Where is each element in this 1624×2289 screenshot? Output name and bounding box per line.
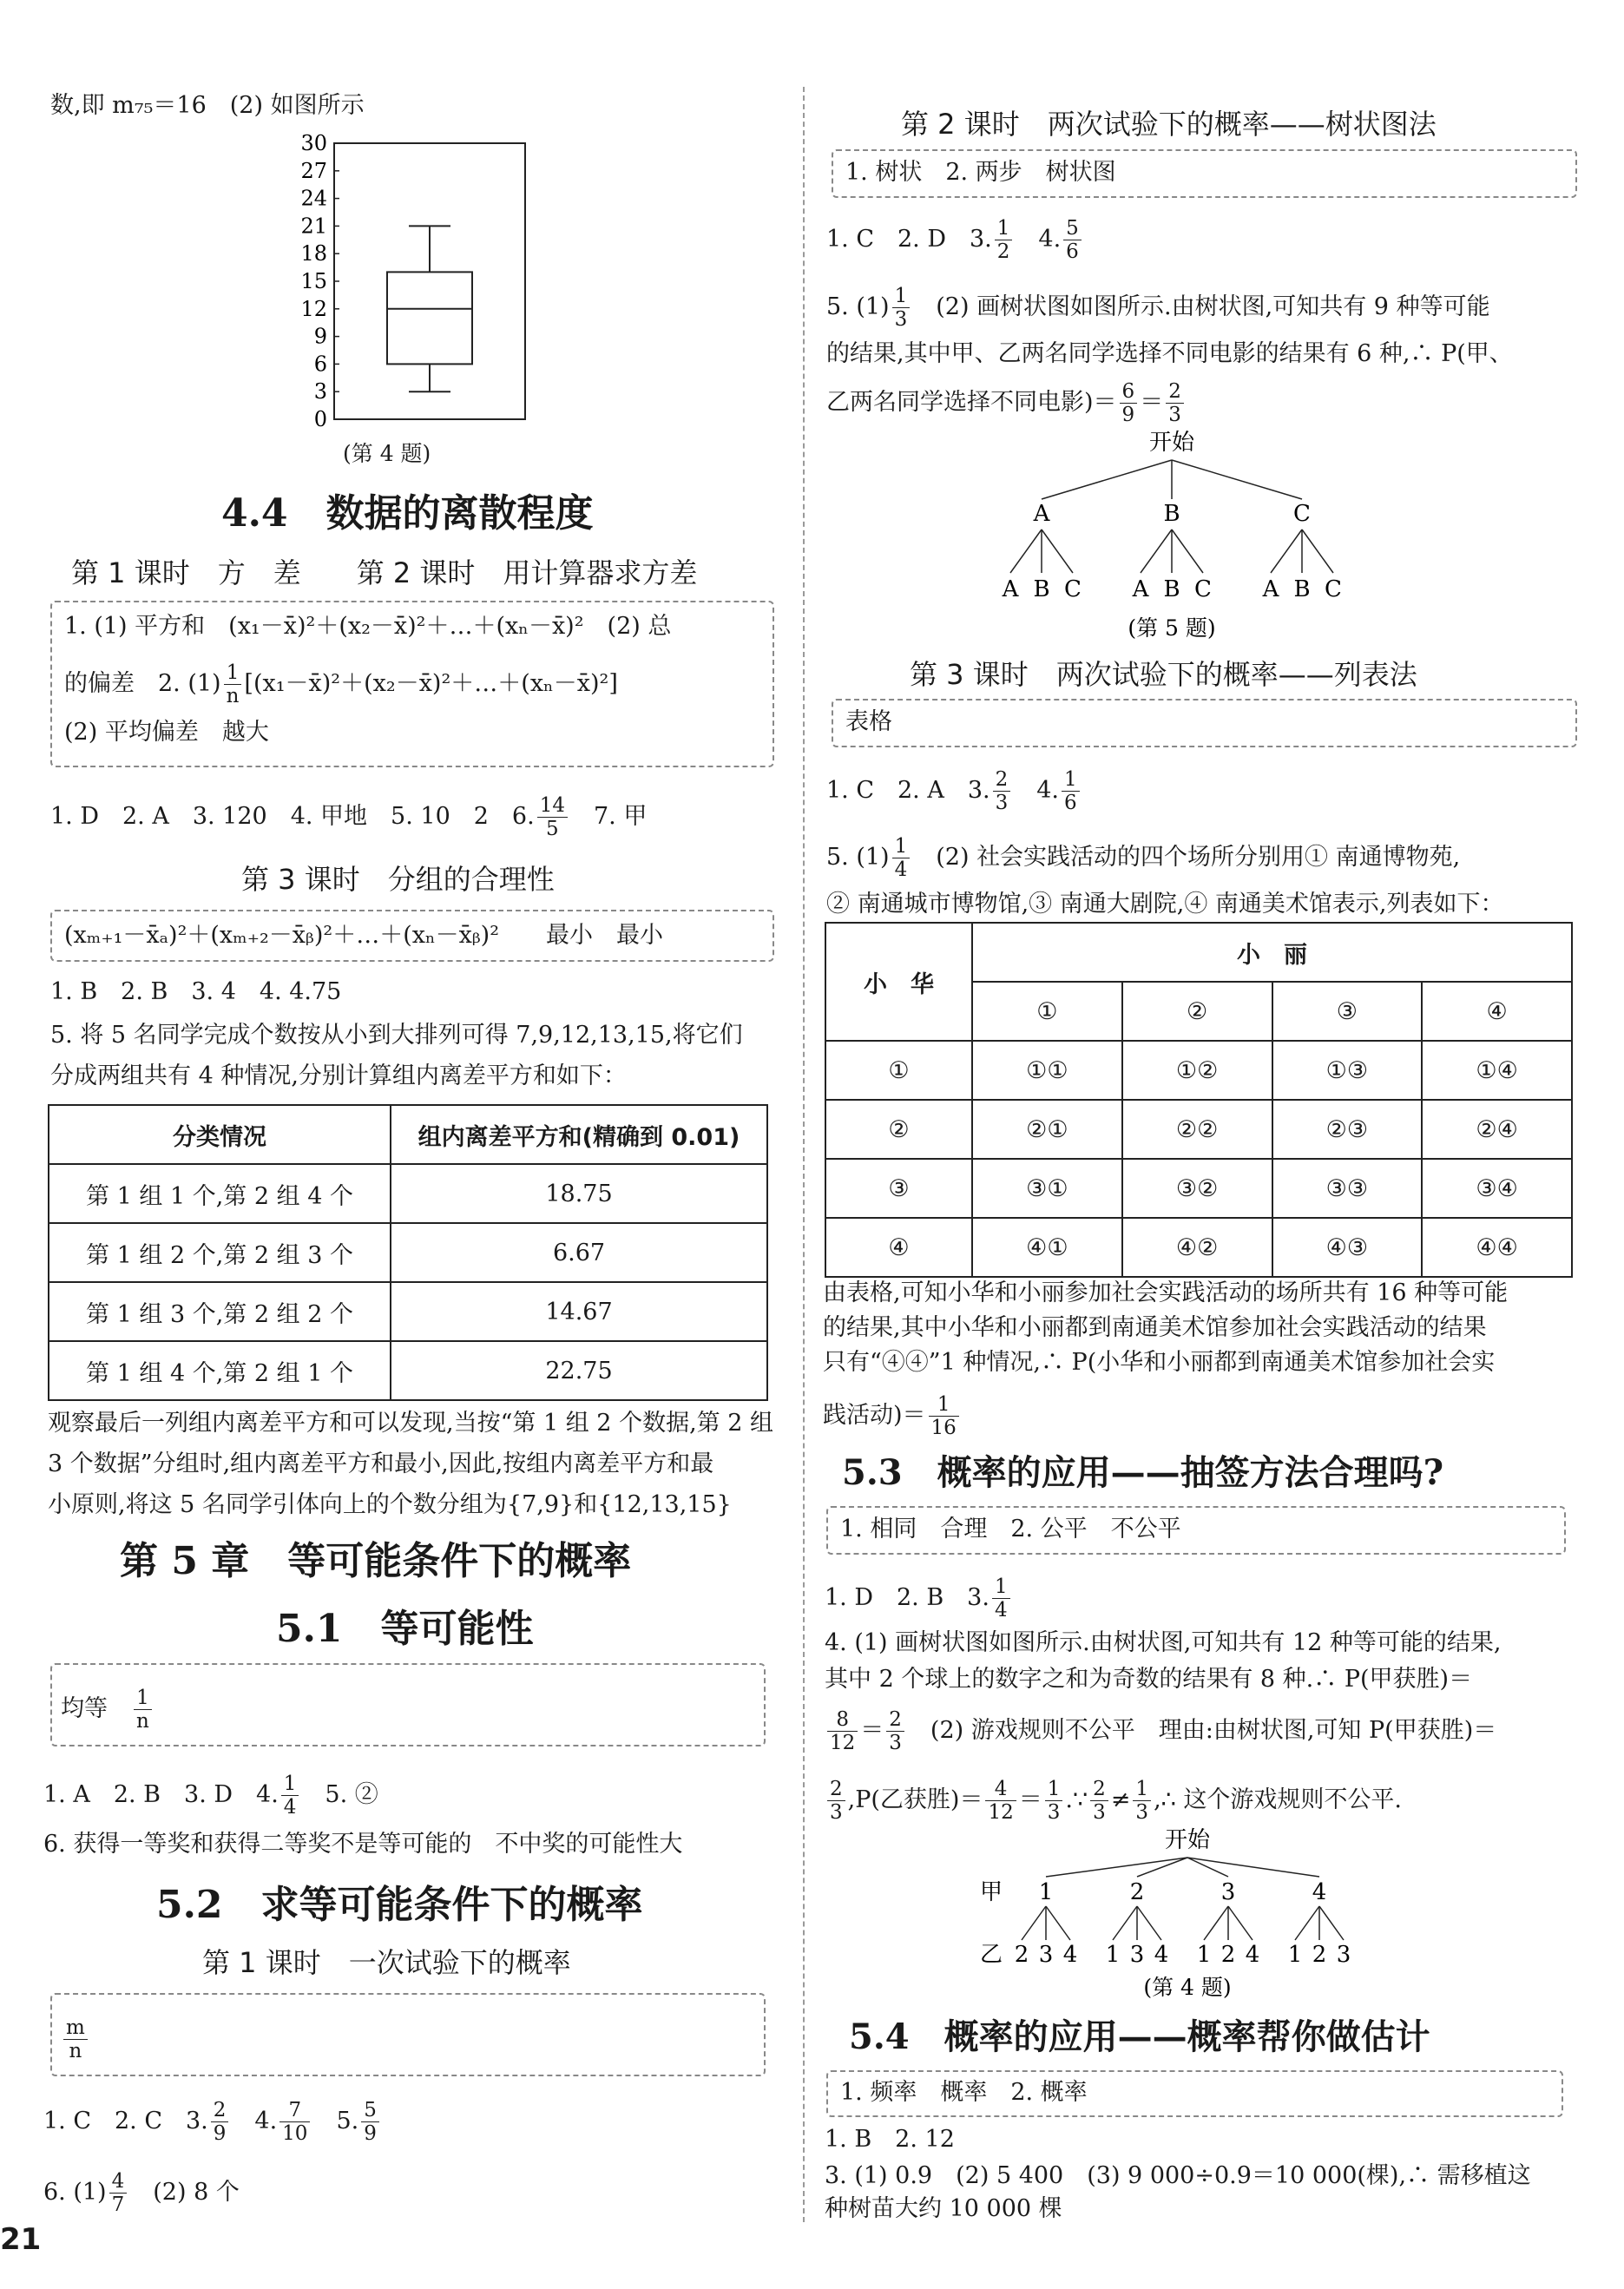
- lesson-5-2-1-title: 第 1 课时 一次试验下的概率: [202, 1946, 571, 1979]
- tree2-leaf: 2: [1220, 1942, 1236, 1968]
- tree2-branch: [1319, 1906, 1344, 1940]
- answer-box-1: [50, 601, 774, 767]
- r-q5b-line2: ② 南通城市博物馆,③ 南通大剧院,④ 南通美术馆表示,列表如下：: [826, 891, 1504, 918]
- tree-diagram-1: [1002, 425, 1342, 647]
- answers-row-2: 1. B 2. B 3. 4 4. 4.75: [50, 978, 342, 1005]
- table2-cell: ③: [825, 1159, 972, 1218]
- table2-cell: ①: [825, 1041, 972, 1100]
- answer-box-5: [832, 149, 1577, 198]
- section-5-2-title: 5.2 求等可能条件下的概率: [156, 1883, 643, 1927]
- tree1-leaf: A: [1002, 576, 1019, 602]
- tree1-leaf: A: [1132, 576, 1149, 602]
- table2-cell: ③②: [1122, 1159, 1272, 1218]
- box6-text: 表格: [845, 708, 892, 735]
- y-tick-label: 15: [300, 269, 327, 293]
- tree2-branch: [1046, 1906, 1070, 1940]
- table2-cell: ①③: [1272, 1041, 1423, 1100]
- tree2-leaf: 1: [1287, 1942, 1303, 1968]
- tree2-leaf: 4: [1062, 1942, 1078, 1968]
- answer-box-4: [50, 1993, 766, 2076]
- answer-box-2: [50, 910, 774, 962]
- venue-table: [825, 922, 1573, 1278]
- r-answers-row-3: 1. D 2. B 3. $\frac{1}{4}$: [825, 1575, 1013, 1621]
- tree2-level1-node: 1: [1038, 1879, 1054, 1905]
- tree1-branch: [1042, 460, 1172, 499]
- box1-line1: 1. (1) 平方和 (x₁－x̄)²＋(x₂－x̄)²＋…＋(xₙ－x̄)² (2) 总: [64, 613, 672, 640]
- tree1-leaf: C: [1064, 576, 1082, 602]
- table2-cell: ④②: [1122, 1218, 1272, 1277]
- answers-row-1: 1. D 2. A 3. 120 4. 甲地 5. 10 2 6. $\frac{14}{5}$ 7. 甲: [50, 794, 648, 840]
- tree1-level1-node: B: [1163, 501, 1180, 527]
- tree2-leaf: 2: [1014, 1942, 1029, 1968]
- r-answers-row-1: 1. C 2. D 3. $\frac{1}{2}$ 4. $\frac{5}{6}$: [826, 217, 1084, 263]
- tree2-leaf: 1: [1105, 1942, 1121, 1968]
- tree2-leaf: 2: [1312, 1942, 1327, 1968]
- r-q3-line1: 3. (1) 0.9 (2) 5 400 (3) 9 000÷0.9＝10 000(棵),∴ 需移植这: [825, 2162, 1531, 2189]
- tree2-leaf: 4: [1245, 1942, 1260, 1968]
- lesson-3-table-title: 第 3 课时 两次试验下的概率——列表法: [910, 658, 1417, 691]
- lesson-2-tree-title: 第 2 课时 两次试验下的概率——树状图法: [901, 108, 1437, 141]
- tree1-branch: [1042, 529, 1073, 573]
- tree1-level1-node: C: [1293, 501, 1311, 527]
- y-tick-label: 12: [300, 296, 327, 321]
- table1-cell: 6.67: [391, 1223, 767, 1282]
- tree2-branch: [1022, 1906, 1046, 1940]
- r-conclusion-line1: 由表格,可知小华和小丽参加社会实践活动的场所共有 16 种等可能: [823, 1279, 1509, 1306]
- table2-cell: ③④: [1422, 1159, 1572, 1218]
- tree2-branch: [1113, 1906, 1137, 1940]
- answers-row-3: 1. A 2. B 3. D 4. $\frac{1}{4}$ 5. ②: [43, 1773, 378, 1819]
- tree1-caption: (第 5 题): [1128, 615, 1216, 641]
- observation-line2: 3 个数据”分组时,组内离差平方和最小,因此,按组内离差平方和最: [48, 1450, 714, 1477]
- box1-line3: (2) 平均偏差 越大: [64, 719, 269, 746]
- tree2-leaf: 3: [1038, 1942, 1054, 1968]
- tree2-branch: [1228, 1906, 1253, 1940]
- tree1-branch: [1141, 529, 1172, 573]
- answer-box-7: [826, 1506, 1566, 1555]
- box4-content: $\frac{m}{n}$: [61, 2016, 90, 2062]
- table2-cell: ②④: [1422, 1100, 1572, 1159]
- box7-text: 1. 相同 合理 2. 公平 不公平: [840, 1516, 1181, 1542]
- tree1-leaf: C: [1194, 576, 1212, 602]
- tree2-branch: [1046, 1858, 1187, 1877]
- answer-box-6: [832, 699, 1577, 747]
- table1-header-0: 分类情况: [49, 1105, 391, 1164]
- boxplot-caption: (第 4 题): [343, 441, 431, 466]
- tree2-branch: [1204, 1906, 1228, 1940]
- tree1-leaf: A: [1262, 576, 1279, 602]
- tree2-branch: [1137, 1906, 1161, 1940]
- column-divider: [803, 87, 805, 2222]
- table2-cell: ③③: [1272, 1159, 1423, 1218]
- section-5-3-title: 5.3 概率的应用——抽签方法合理吗?: [842, 1452, 1444, 1493]
- table1-header-1: 组内离差平方和(精确到 0.01): [391, 1105, 767, 1164]
- r-conclusion-line4: 践活动)＝ $\frac{1}{16}$: [823, 1393, 962, 1439]
- table1-cell: 第 1 组 1 个,第 2 组 4 个: [49, 1164, 391, 1223]
- box-plot: [286, 131, 538, 431]
- box8-text: 1. 频率 概率 2. 概率: [840, 2079, 1088, 2106]
- table2-cell: ④④: [1422, 1218, 1572, 1277]
- table2-col: ②: [1122, 982, 1272, 1041]
- tree1-leaf: B: [1293, 576, 1311, 602]
- tree2-leaf: 4: [1154, 1942, 1169, 1968]
- table2-cell: ①①: [972, 1041, 1122, 1100]
- table2-cell: ④①: [972, 1218, 1122, 1277]
- tree2-level1-node: 3: [1220, 1879, 1236, 1905]
- tree2-branch: [1295, 1906, 1319, 1940]
- y-tick-label: 30: [300, 131, 327, 155]
- y-tick-label: 9: [313, 324, 327, 349]
- r-q5-line1: 5. (1) $\frac{1}{3}$ (2) 画树状图如图所示.由树状图,可知共有 9 种等可能: [826, 285, 1490, 331]
- table2-row-header: 小 华: [825, 923, 972, 1041]
- tree1-branch: [1271, 529, 1302, 573]
- tree2-level1-node: 2: [1129, 1879, 1145, 1905]
- tree1-branch: [1302, 529, 1333, 573]
- observation-line3: 小原则,将这 5 名同学引体向上的个数分组为{7,9}和{12,13,15}: [48, 1491, 732, 1518]
- table1-cell: 22.75: [391, 1341, 767, 1400]
- y-tick-label: 6: [313, 352, 327, 377]
- r-q5-line2: 的结果,其中甲、乙两名同学选择不同电影的结果有 6 种,∴ P(甲、: [826, 340, 1513, 367]
- tree1-root: 开始: [1148, 430, 1195, 456]
- r-q3-line2: 种树苗大约 10 000 棵: [825, 2195, 1062, 2222]
- tree1-branch: [1010, 529, 1042, 573]
- table1-cell: 18.75: [391, 1164, 767, 1223]
- y-tick-label: 0: [313, 407, 327, 431]
- table1-cell: 第 1 组 2 个,第 2 组 3 个: [49, 1223, 391, 1282]
- table1-cell: 第 1 组 3 个,第 2 组 2 个: [49, 1282, 391, 1341]
- table2-cell: ④③: [1272, 1218, 1423, 1277]
- r-q5b-line1: 5. (1) $\frac{1}{4}$ (2) 社会实践活动的四个场所分别用① 南通博物苑,: [826, 835, 1461, 881]
- tree1-level1-node: A: [1033, 501, 1050, 527]
- section-4-4-title: 4.4 数据的离散程度: [221, 491, 594, 536]
- r-q5-line3: 乙两名同学选择不同电影)＝ $\frac{6}{9}$ ＝ $\frac{2}{3}$: [826, 380, 1187, 426]
- section-5-1-title: 5.1 等可能性: [276, 1607, 534, 1651]
- intro-text: 数,即 m₇₅＝16 (2) 如图所示: [50, 92, 365, 119]
- tree-diagram-2: [981, 1823, 1380, 2009]
- table2-col: ①: [972, 982, 1122, 1041]
- tree2-label-yi: 乙: [979, 1942, 1003, 1968]
- table2-col: ④: [1422, 982, 1572, 1041]
- tree2-label-jia: 甲: [979, 1879, 1003, 1905]
- box1-line2: 的偏差 2. (1) $\frac{1}{n}$ [(x₁－x̄)²＋(x₂－x̄)²＋…＋(xₙ－x̄)²]: [64, 661, 618, 707]
- section-5-4-title: 5.4 概率的应用——概率帮你做估计: [849, 2016, 1430, 2057]
- table2-cell: ①④: [1422, 1041, 1572, 1100]
- tree2-leaf: 3: [1336, 1942, 1351, 1968]
- r-conclusion-line3: 只有“④④”1 种情况,∴ P(小华和小丽都到南通美术馆参加社会实: [823, 1349, 1496, 1376]
- tree1-leaf: C: [1325, 576, 1342, 602]
- q5-line2: 分成两组共有 4 种情况,分别计算组内离差平方和如下：: [50, 1062, 627, 1089]
- table2-cell: ③①: [972, 1159, 1122, 1218]
- r-conclusion-line2: 的结果,其中小华和小丽都到南通美术馆参加社会实践活动的结果: [823, 1314, 1487, 1341]
- y-tick-label: 27: [300, 158, 327, 183]
- r-q4-line2: 其中 2 个球上的数字之和为奇数的结果有 8 种.∴ P(甲获胜)＝: [825, 1666, 1473, 1693]
- table2-cell: ②③: [1272, 1100, 1423, 1159]
- table2-cell: ②②: [1122, 1100, 1272, 1159]
- answer-box-3: [50, 1663, 766, 1746]
- tree1-branch: [1172, 529, 1203, 573]
- variance-table: [48, 1104, 768, 1401]
- r-answers-row-2: 1. C 2. A 3. $\frac{2}{3}$ 4. $\frac{1}{6}$: [826, 768, 1082, 814]
- box2-text: (xₘ₊₁－x̄ₐ)²＋(xₘ₊₂－x̄ᵦ)²＋…＋(xₙ－x̄ᵦ)² 最小 最小: [64, 922, 664, 949]
- r-answers-row-4: 1. B 2. 12: [825, 2126, 955, 2153]
- y-tick-label: 24: [300, 186, 327, 211]
- table2-col: ③: [1272, 982, 1423, 1041]
- iqr-box: [387, 272, 472, 364]
- answers-row-4: 1. C 2. C 3. $\frac{2}{9}$ 4. $\frac{7}{10}$ 5. $\frac{5}{9}$: [43, 2099, 382, 2145]
- r-q4-line3: $\frac{8}{12}$ ＝ $\frac{2}{3}$ (2) 游戏规则不公平 理由:由树状图,可知 P(甲获胜)＝: [825, 1708, 1496, 1754]
- table2-cell: ②: [825, 1100, 972, 1159]
- q5-line1: 5. 将 5 名同学完成个数按从小到大排列可得 7,9,12,13,15,将它们: [50, 1022, 743, 1049]
- page-number: 21: [0, 2222, 42, 2257]
- y-tick-label: 3: [313, 379, 327, 405]
- observation-line1: 观察最后一列组内离差平方和可以发现,当按“第 1 组 2 个数据,第 2 组: [48, 1410, 773, 1437]
- tree2-leaf: 1: [1196, 1942, 1212, 1968]
- y-tick-label: 18: [300, 241, 327, 266]
- box3-content: 均等 $\frac{1}{n}$: [61, 1687, 155, 1733]
- lesson-3-title: 第 3 课时 分组的合理性: [241, 863, 555, 896]
- tree1-leaf: B: [1163, 576, 1180, 602]
- tree1-branch: [1172, 460, 1302, 499]
- r-q4-line4: $\frac{2}{3}$ ,P(乙获胜)＝ $\frac{4}{12}$ ＝ $\frac{1}{3}$ .∵ $\frac{2}{3}$ ≠ $\frac{1}{3}$ ,∴ 这个游戏规则不公平.: [825, 1778, 1402, 1824]
- table2-cell: ②①: [972, 1100, 1122, 1159]
- lesson-1-2-title: 第 1 课时 方 差 第 2 课时 用计算器求方差: [71, 556, 698, 589]
- table2-col-header: 小 丽: [972, 923, 1572, 982]
- table1-cell: 第 1 组 4 个,第 2 组 1 个: [49, 1341, 391, 1400]
- box5-text: 1. 树状 2. 两步 树状图: [845, 159, 1116, 186]
- chapter-5-title: 第 5 章 等可能条件下的概率: [120, 1539, 632, 1583]
- answers-q6: 6. 获得一等奖和获得二等奖不是等可能的 不中奖的可能性大: [43, 1831, 683, 1858]
- tree2-caption: (第 4 题): [1143, 1975, 1232, 2000]
- tree1-leaf: B: [1033, 576, 1050, 602]
- y-tick-label: 21: [300, 214, 327, 239]
- answer-box-8: [826, 2070, 1563, 2117]
- table2-cell: ①②: [1122, 1041, 1272, 1100]
- table2-cell: ④: [825, 1218, 972, 1277]
- answers-row-5: 6. (1) $\frac{4}{7}$ (2) 8 个: [43, 2170, 240, 2216]
- r-q4-line1: 4. (1) 画树状图如图所示.由树状图,可知共有 12 种等可能的结果,: [825, 1629, 1502, 1656]
- tree2-level1-node: 4: [1312, 1879, 1327, 1905]
- tree2-root: 开始: [1164, 1827, 1211, 1853]
- table1-cell: 14.67: [391, 1282, 767, 1341]
- tree2-leaf: 3: [1129, 1942, 1145, 1968]
